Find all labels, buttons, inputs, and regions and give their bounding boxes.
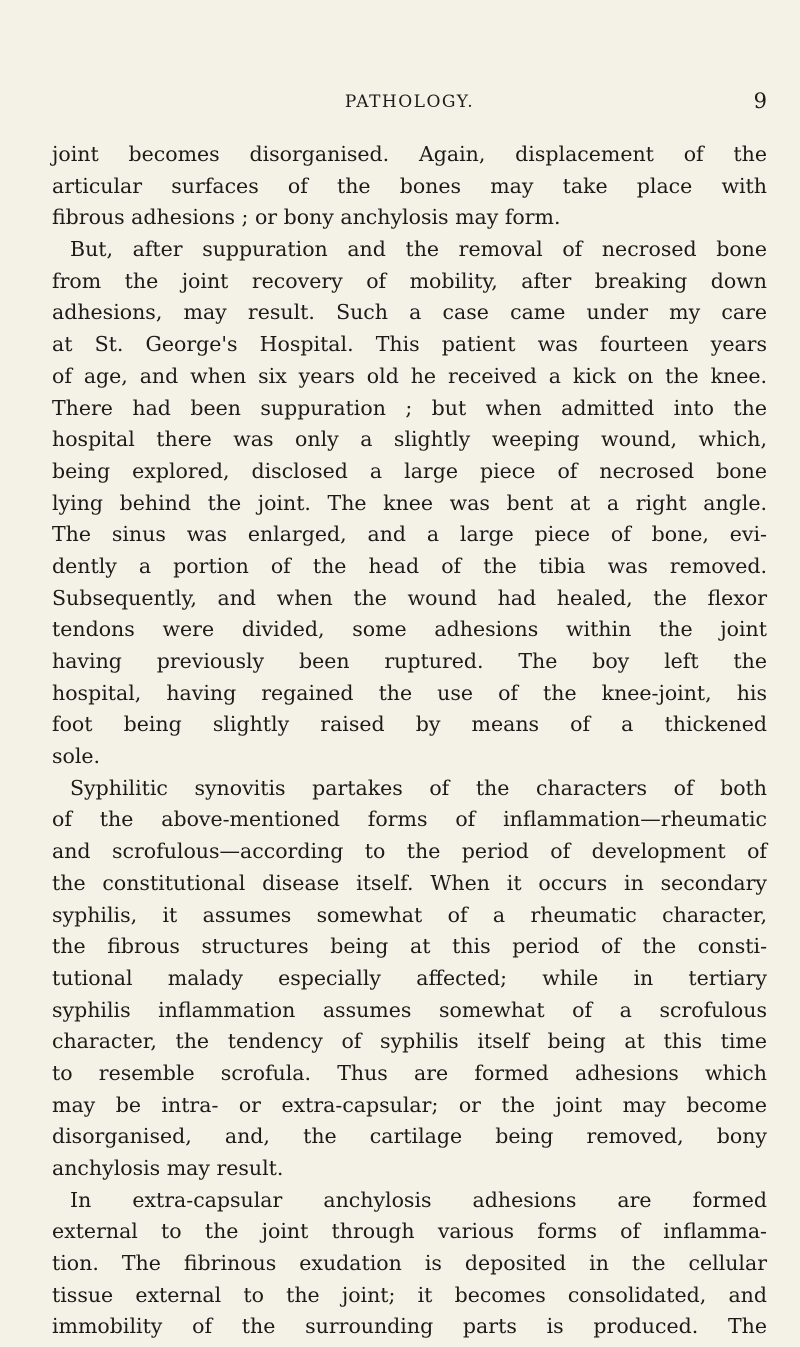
- text-line: tion. The fibrinous exudation is deposited in the cellular: [52, 1251, 767, 1276]
- text-line: immobility of the surrounding parts is produced. The: [52, 1314, 767, 1339]
- text-line: dently a portion of the head of the tibia was removed.: [52, 553, 767, 578]
- text-line: sole.: [52, 744, 101, 769]
- text-line: to resemble scrofula. Thus are formed adhesions which: [52, 1060, 767, 1085]
- text-line: foot being slightly raised by means of a thickened: [52, 712, 767, 737]
- text-line: disorganised, and, the cartilage being removed, bony: [52, 1124, 767, 1149]
- text-line: syphilis inflammation assumes somewhat of a scrofulous: [52, 997, 767, 1022]
- text-line: Syphilitic synovitis partakes of the characters of both: [70, 775, 767, 800]
- running-title: PATHOLOGY.: [344, 92, 475, 112]
- body-text: [52, 139, 767, 1343]
- text-line: fibrous adhesions ; or bony anchylosis may form.: [52, 205, 561, 230]
- text-line: of age, and when six years old he received a kick on the knee.: [52, 363, 767, 388]
- text-line: hospital there was only a slightly weeping wound, which,: [52, 427, 767, 452]
- text-line: tutional malady especially affected; while in tertiary: [52, 965, 767, 990]
- text-line: adhesions, may result. Such a case came under my care: [52, 300, 767, 325]
- text-line: In extra-capsular anchylosis adhesions are formed: [70, 1187, 767, 1212]
- text-line: There had been suppuration ; but when admitted into the: [52, 395, 767, 420]
- text-line: syphilis, it assumes somewhat of a rheumatic character,: [52, 902, 767, 927]
- text-line: from the joint recovery of mobility, after breaking down: [52, 268, 767, 293]
- text-line: having previously been ruptured. The boy left the: [52, 649, 767, 673]
- text-line: lying behind the joint. The knee was bent at a right angle.: [52, 490, 767, 515]
- text-line: the constitutional disease itself. When it occurs in secondary: [52, 870, 767, 895]
- text-line: Subsequently, and when the wound had healed, the flexor: [52, 585, 767, 610]
- text-line: the fibrous structures being at this period of the consti-: [52, 934, 767, 959]
- text-line: of the above-mentioned forms of inflammation—rheumatic: [52, 807, 767, 832]
- text-line: tissue external to the joint; it becomes consolidated, and: [52, 1282, 767, 1307]
- text-line: character, the tendency of syphilis itself being at this time: [52, 1029, 767, 1054]
- text-line: anchylosis may result.: [52, 1156, 284, 1180]
- text-line: and scrofulous—according to the period of development of: [52, 839, 767, 864]
- text-line: hospital, having regained the use of the knee-joint, his: [52, 680, 767, 705]
- text-line: external to the joint through various forms of inflamma-: [52, 1219, 767, 1244]
- text-line: being explored, disclosed a large piece of necrosed bone: [52, 458, 767, 483]
- text-line: joint becomes disorganised. Again, displacement of the: [52, 142, 767, 166]
- text-line: articular surfaces of the bones may take place with: [52, 173, 767, 198]
- text-line: may be intra- or extra-capsular; or the joint may become: [52, 1092, 767, 1117]
- page-number: 9: [753, 89, 767, 113]
- running-head: [52, 90, 767, 120]
- text-line: The sinus was enlarged, and a large piece of bone, evi-: [52, 522, 767, 547]
- text-line: tendons were divided, some adhesions within the joint: [52, 617, 767, 642]
- text-line: But, after suppuration and the removal of necrosed bone: [70, 237, 767, 262]
- text-line: at St. George's Hospital. This patient was fourteen years: [52, 332, 767, 357]
